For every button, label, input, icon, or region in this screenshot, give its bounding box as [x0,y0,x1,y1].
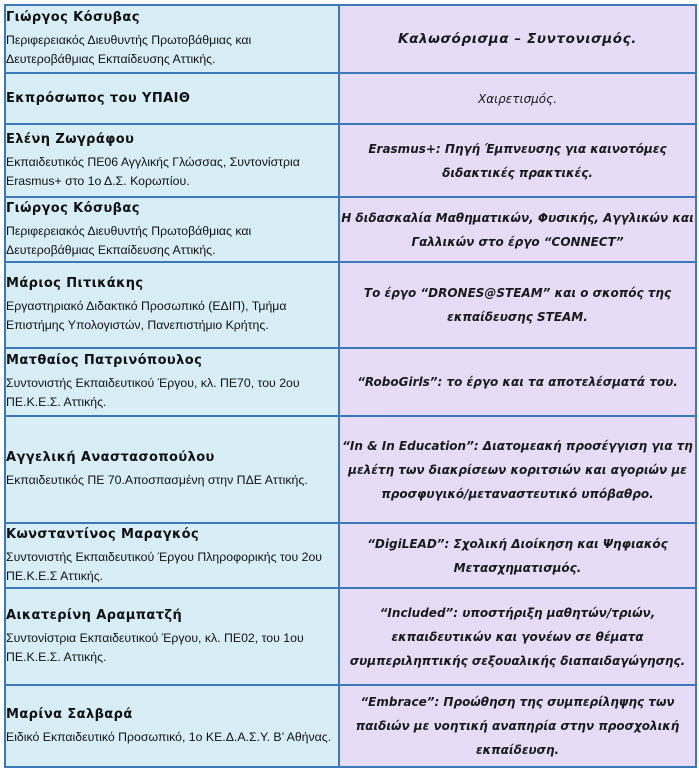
table-row [5,348,696,416]
topic-text: “Included”: υποστήριξη μαθητών/τριών, εκπαιδευτικών και γονέων σε θέματα συμπεριληπτικής σεξουαλικής διαπαιδαγώγησης. [349,605,686,668]
speaker-cell [5,73,339,124]
speaker-role: Συντονιστής Εκπαιδευτικού Έργου Πληροφορικής του 2ου ΠΕ.Κ.Ε.Σ Αττικής. [6,549,323,583]
topic-text: “In & In Education”: Διατομεακή προσέγγιση για τη μελέτη των διακρίσεων κοριτσιών και αγοριών με προσφυγικό/μεταναστευτικό υπόβαθρο. [342,438,693,501]
speaker-name: Κωνσταντίνος Μαραγκός [6,526,200,542]
table-row [5,197,696,262]
topic-text: Καλωσόρισμα – Συντονισμός. [398,31,637,47]
speaker-cell [5,416,339,523]
program-table [4,4,697,768]
speaker-name: Αικατερίνη Αραμπατζή [6,607,183,623]
speaker-name: Γιώργος Κόσυβας [6,10,140,25]
topic-cell [339,416,696,523]
speaker-role: Εκπαιδευτικός ΠΕ 70.Αποσπασμένη στην ΠΔΕ Αττικής. [6,473,308,487]
speaker-role: Περιφερειακός Διευθυντής Πρωτοβάθμιας και Δευτεροβάθμιας Εκπαίδευσης Αττικής. [6,223,252,257]
speaker-cell [5,124,339,197]
speaker-cell [5,197,339,262]
topic-cell [339,348,696,416]
speaker-name: Εκπρόσωπος του ΥΠΑΙΘ [6,91,191,106]
speaker-name: Μάριος Πιτικάκης [6,276,144,291]
topic-text: “Embrace”: Προώθηση της συμπερίληψης των παιδιών με νοητική αναπηρία στην προσχολική εκπαίδευση. [355,695,680,757]
speaker-role: Ειδικό Εκπαιδευτικό Προσωπικό, 1ο ΚΕ.Δ.Α.Σ.Υ. Β’ Αθήνας. [6,729,332,744]
table-row [5,73,696,124]
topic-cell [339,197,696,262]
table-row [5,685,696,767]
speaker-role: Εργαστηριακό Διδακτικό Προσωπικό (ΕΔΙΠ), Τμήμα Επιστήμης Υπολογιστών, Πανεπιστήμιο Κρήτης. [6,299,287,332]
speaker-role: Συντονιστής Εκπαιδευτικού Έργου, κλ. ΠΕ70, του 2ου ΠΕ.Κ.Ε.Σ. Αττικής. [6,376,300,409]
topic-cell [339,5,696,73]
speaker-name: Ελένη Ζωγράφου [6,131,135,147]
table-row [5,262,696,348]
speaker-cell [5,262,339,348]
topic-text: Χαιρετισμός. [477,91,558,106]
topic-cell [339,685,696,767]
speaker-role: Εκπαιδευτικός ΠΕ06 Αγγλικής Γλώσσας, Συντονίστρια Erasmus+ στο 1ο Δ.Σ. Κορωπίου. [6,154,300,188]
table-row [5,124,696,197]
topic-cell [339,523,696,588]
table-row [5,588,696,685]
topic-text: Το έργο “DRONES@STEAM” και ο σκοπός της εκπαίδευσης STEAM. [363,286,672,324]
speaker-role: Συντονίστρια Εκπαιδευτικού Έργου, κλ. ΠΕ02, του 1ου ΠΕ.Κ.Ε.Σ. Αττικής. [6,630,304,664]
topic-cell [339,262,696,348]
speaker-cell [5,588,339,685]
topic-text: Erasmus+: Πηγή Έμπνευσης για καινοτόμες διδακτικές πρακτικές. [368,141,667,180]
speaker-cell [5,348,339,416]
topic-cell [339,588,696,685]
speaker-name: Γιώργος Κόσυβας [6,200,140,216]
speaker-name: Ματθαίος Πατρινόπουλος [6,353,203,368]
speaker-role: Περιφερειακός Διευθυντής Πρωτοβάθμιας και Δευτεροβάθμιας Εκπαίδευσης Αττικής. [6,33,252,66]
topic-text: “DigiLEAD”: Σχολική Διοίκηση και Ψηφιακός Μετασχηματισμός. [367,536,668,575]
topic-text: Η διδασκαλία Μαθηματικών, Φυσικής, Αγγλικών και Γαλλικών στο έργο “CONNECT” [341,210,694,249]
speaker-cell [5,5,339,73]
topic-cell [339,124,696,197]
table-row [5,523,696,588]
table-row [5,416,696,523]
speaker-cell [5,685,339,767]
table-row [5,5,696,73]
speaker-name: Αγγελική Αναστασοπούλου [6,450,215,465]
speaker-name: Μαρίνα Σαλβαρά [6,706,133,722]
topic-text: “RoboGirls”: το έργο και τα αποτελέσματά του. [357,375,678,389]
speaker-cell [5,523,339,588]
topic-cell [339,73,696,124]
